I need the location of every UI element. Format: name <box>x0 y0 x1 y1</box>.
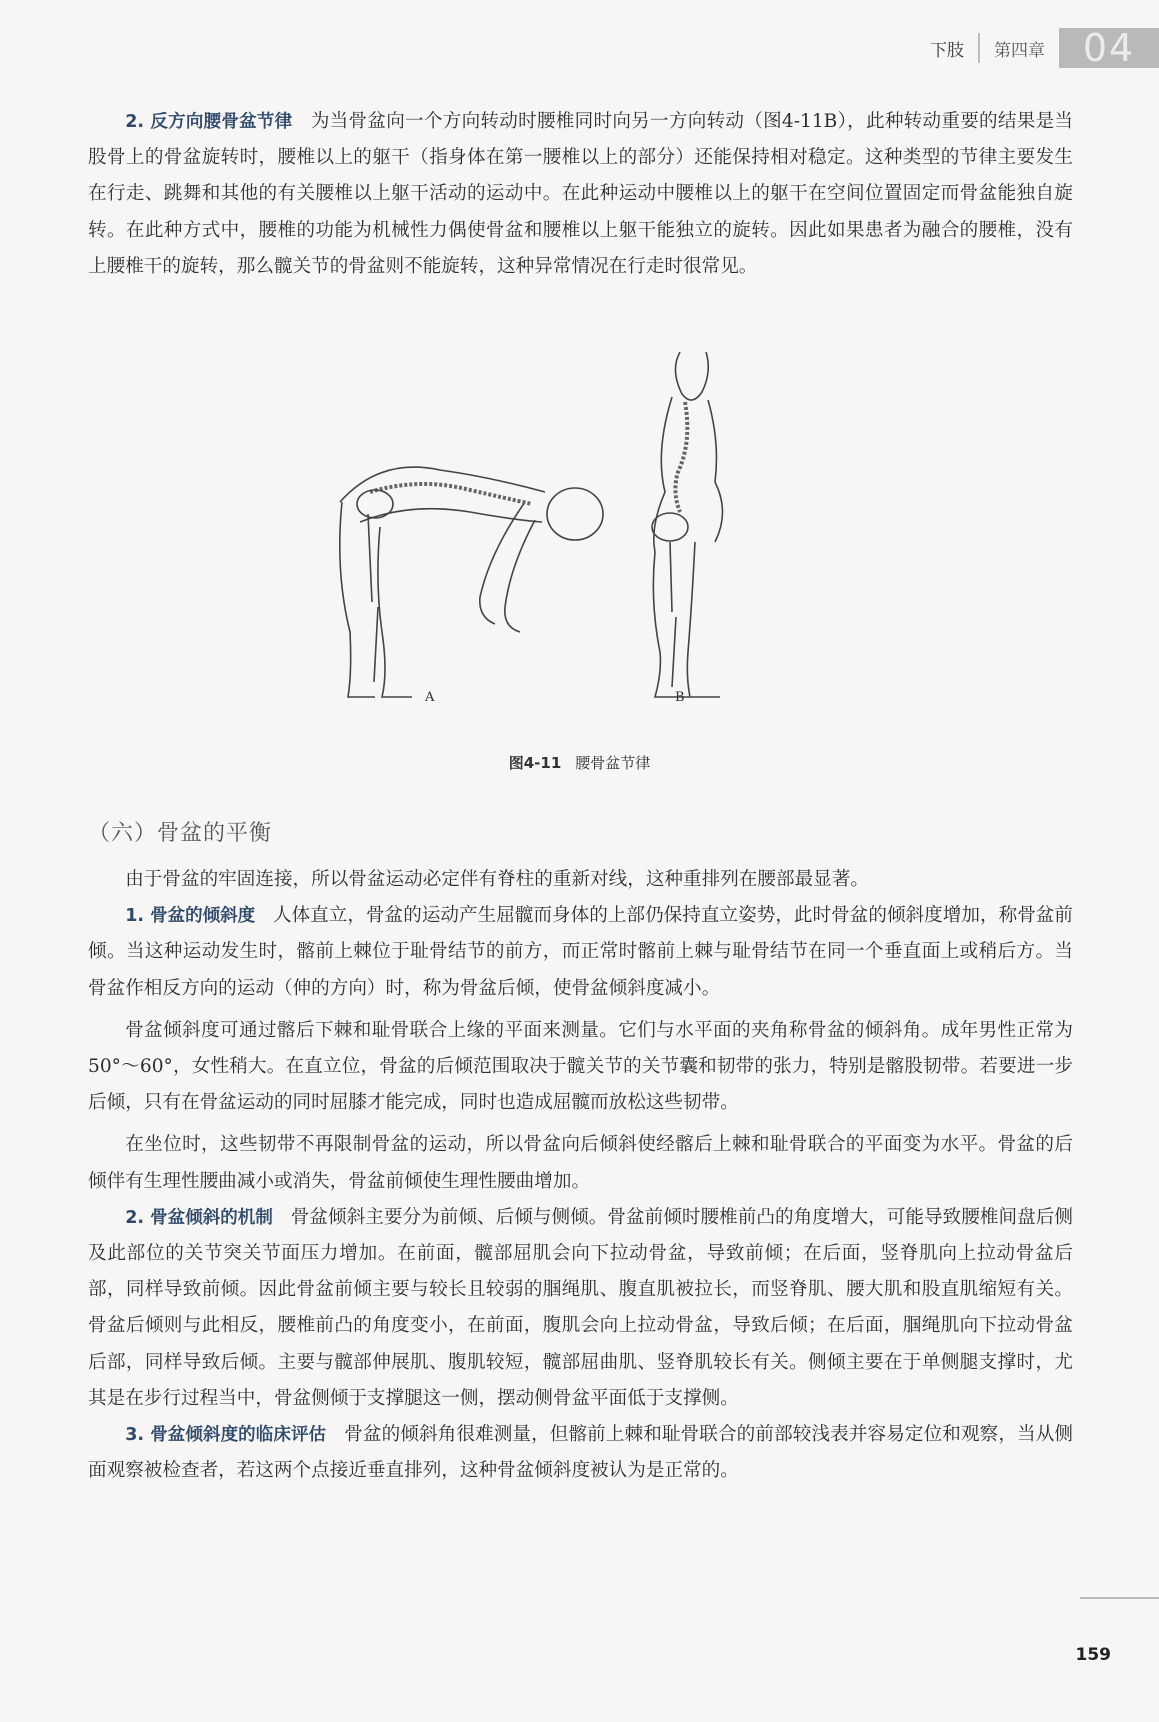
paragraph-clinical <box>88 1417 1073 1489</box>
header-chapter: 第四章 <box>994 40 1045 61</box>
figure-label-b: B <box>675 690 685 705</box>
section-title: （六）骨盆的平衡 <box>88 821 273 846</box>
figure-a-bending <box>340 467 603 697</box>
heading-reverse-rhythm: 2. 反方向腰骨盆节律 <box>125 112 293 132</box>
text-reverse-rhythm: 为当骨盆向一个方向转动时腰椎同时向另一方向转动（图4-11B），此种转动重要的结果是当股骨上的骨盆旋转时，腰椎以上的躯干（指身体在第一腰椎以上的部分）还能保持相对稳定。这种类型的节律主要发生在行走、跳舞和其他的有关腰椎以上躯干活动的运动中。在此种运动中腰椎以上的躯干在空间位置固定而骨盆能独自旋转。在此种方式中，腰椎的功能为机械性力偶使骨盆和腰椎以上躯干能独立的旋转。因此如果患者为融合的腰椎，没有上腰椎干的旋转，那么髋关节的骨盆则不能旋转，这种异常情况在行走时很常见。 <box>88 111 1074 277</box>
heading-clinical: 3. 骨盆倾斜度的临床评估 <box>125 1425 327 1446</box>
header-section: 下肢 <box>930 40 964 61</box>
figure-illustration <box>320 352 820 712</box>
caption-text: 腰骨盆节律 <box>575 754 651 772</box>
paragraph-tilt <box>88 898 1073 1007</box>
text-clinical: 骨盆的倾斜角很难测量，但髂前上棘和耻骨联合的前部较浅表并容易定位和观察，当从侧面观察被检查者，若这两个点接近垂直排列，这种骨盆倾斜度被认为是正常的。 <box>88 1424 1074 1482</box>
paragraph-mechanism <box>88 1200 1073 1417</box>
footer-rule <box>1080 1597 1159 1599</box>
text-mechanism: 骨盆倾斜主要分为前倾、后倾与侧倾。骨盆前倾时腰椎前凸的角度增大，可能导致腰椎间盘后侧及此部位的关节突关节面压力增加。在前面，髋部屈肌会向下拉动骨盆，导致前倾；在后面，竖脊肌向上拉动骨盆后部，同样导致前倾。因此骨盆前倾主要与较长且较弱的腘绳肌、腹直肌被拉长，而竖脊肌、腰大肌和股直肌缩短有关。骨盆后倾则与此相反，腰椎前凸的角度变小，在前面，腹肌会向上拉动骨盆，导致后倾；在后面，腘绳肌向下拉动骨盆后部，同样导致后倾。主要与髋部伸展肌、腹肌较短，髋部屈曲肌、竖脊肌较长有关。侧倾主要在于单侧腿支撑时，尤其是在步行过程当中，骨盆侧倾于支撑腿这一侧，摆动侧骨盆平面低于支撑侧。 <box>88 1206 1074 1409</box>
paragraph-tilt-measure: 骨盆倾斜度可通过髂后下棘和耻骨联合上缘的平面来测量。它们与水平面的夹角称骨盆的倾斜角。成年男性正常为50°～60°，女性稍大。在直立位，骨盆的后倾范围取决于髋关节的关节囊和韧带的张力，特别是髂股韧带。若要进一步后倾，只有在骨盆运动的同时屈膝才能完成，同时也造成屈髋而放松这些韧带。 <box>88 1019 1073 1114</box>
figure-caption <box>0 752 1159 773</box>
text-tilt: 人体直立，骨盆的运动产生屈髋而身体的上部仍保持直立姿势，此时骨盆的倾斜度增加，称骨盆前倾。当这种运动发生时，髂前上棘位于耻骨结节的前方，而正常时髂前上棘与耻骨结节在同一个垂直面上或稍后方。当骨盆作相反方向的运动（伸的方向）时，称为骨盆后倾，使骨盆倾斜度减小。 <box>88 905 1073 999</box>
chapter-number-block: 04 <box>1059 28 1159 68</box>
body-text <box>88 862 1073 1489</box>
heading-mechanism: 2. 骨盆倾斜的机制 <box>125 1207 273 1228</box>
paragraph-intro: 由于骨盆的牢固连接，所以骨盆运动必定伴有脊柱的重新对线，这种重排列在腰部最显著。 <box>125 869 869 890</box>
page-number: 159 <box>1075 1645 1111 1665</box>
figure-lumbopelvic-rhythm <box>320 352 820 712</box>
figure-label-a: A <box>425 690 435 705</box>
figure-b-upright <box>652 352 723 697</box>
paragraph-sitting: 在坐位时，这些韧带不再限制骨盆的运动，所以骨盆向后倾斜使经髂后上棘和耻骨联合的平面变为水平。骨盆的后倾伴有生理性腰曲减小或消失，骨盆前倾使生理性腰曲增加。 <box>88 1134 1073 1192</box>
header-divider <box>978 33 980 63</box>
paragraph-reverse-rhythm <box>88 104 1073 285</box>
heading-tilt: 1. 骨盆的倾斜度 <box>125 906 256 927</box>
caption-number: 图4-11 <box>508 754 562 772</box>
running-header <box>930 28 1159 68</box>
